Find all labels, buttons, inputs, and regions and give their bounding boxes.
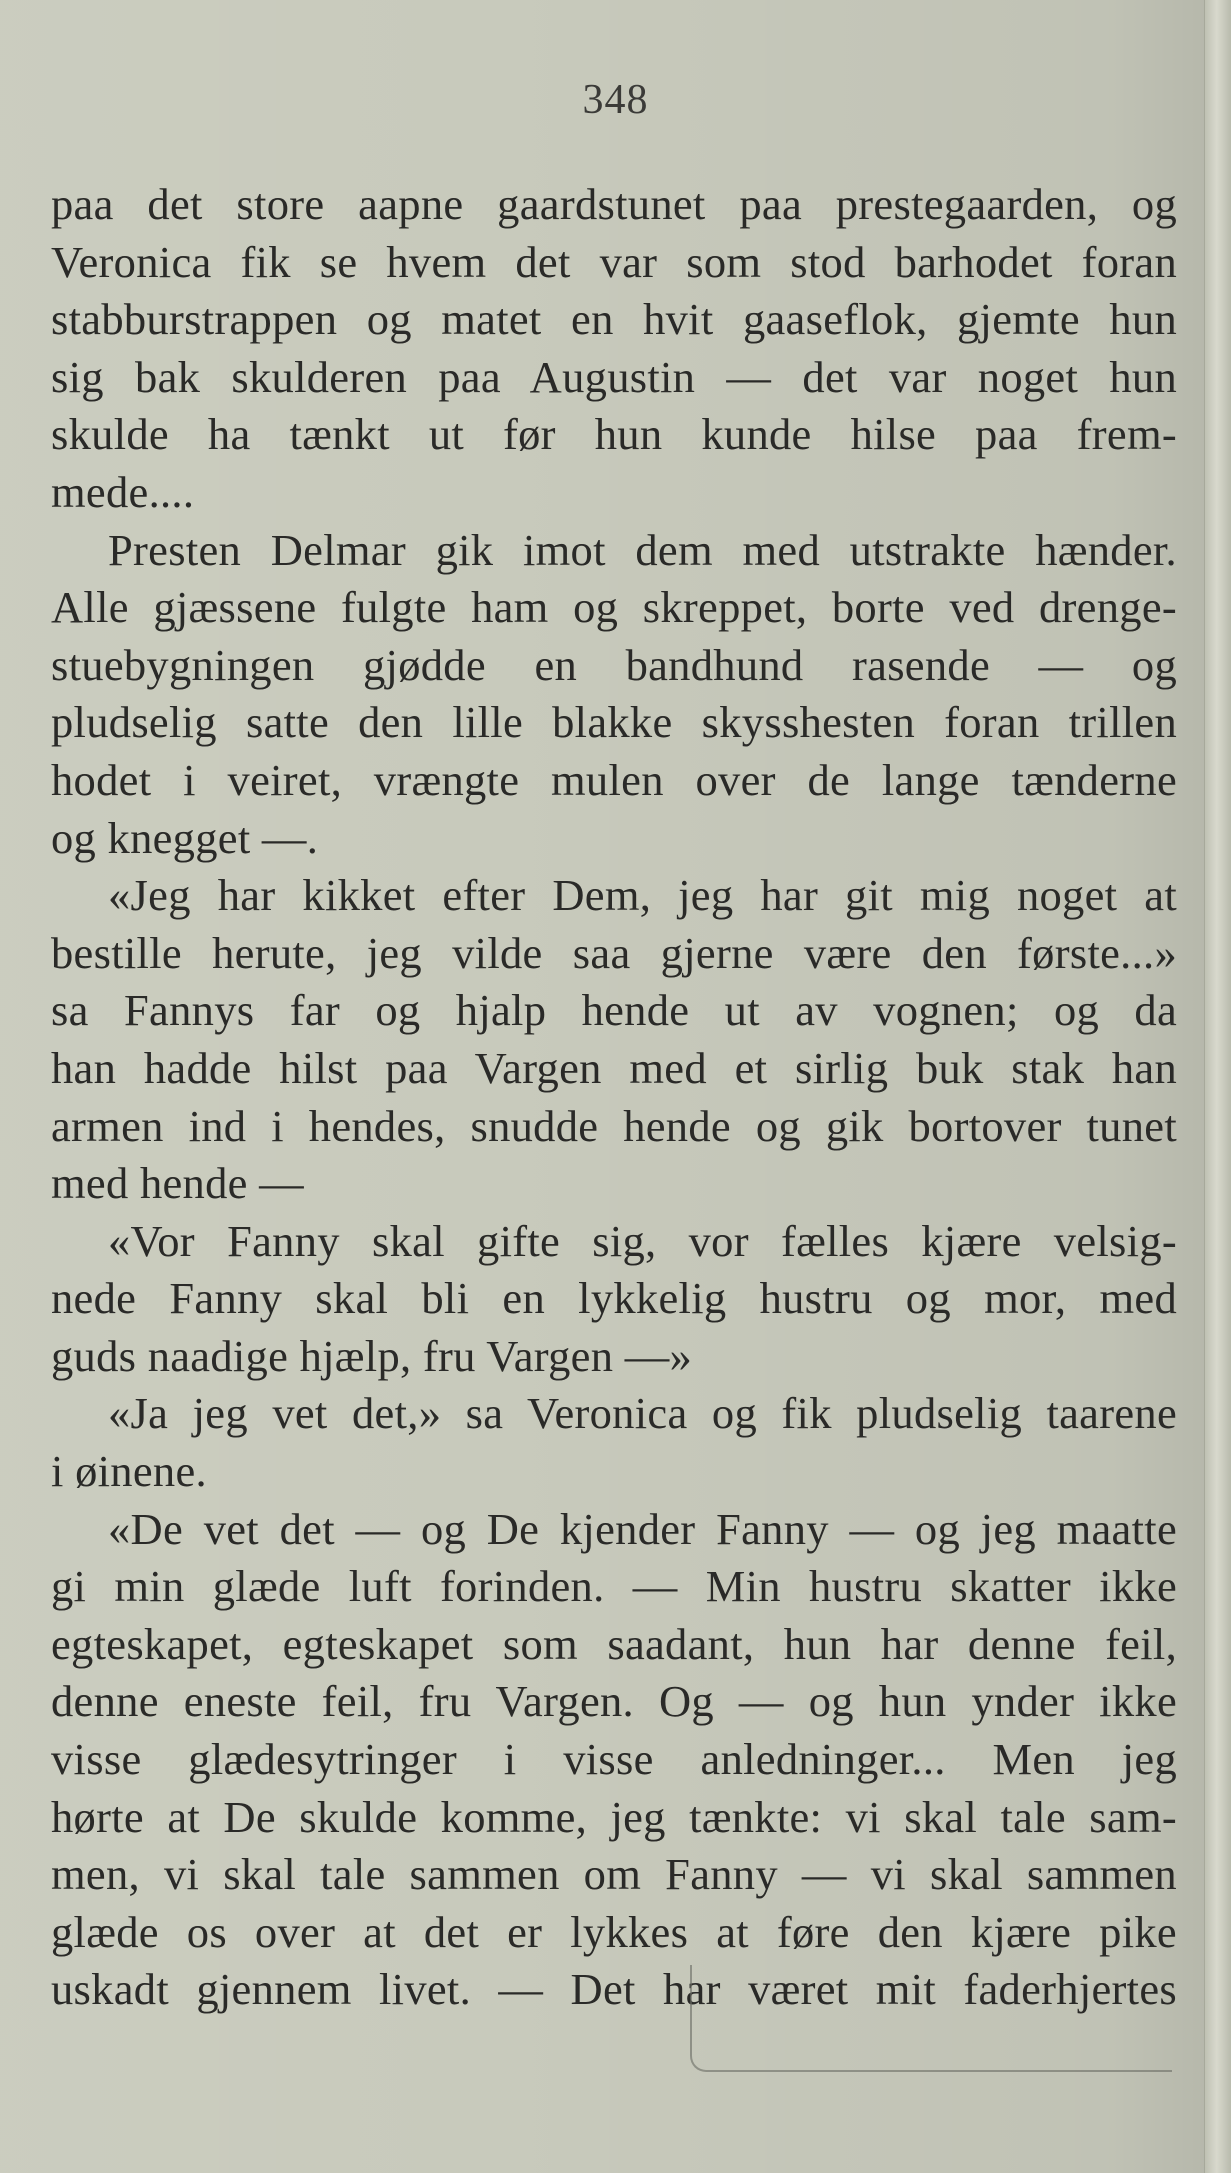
text-line: Veronica fik se hvem det var som stod barhodet foran <box>51 236 1177 287</box>
text-line: Alle gjæssene fulgte ham og skreppet, borte ved drenge- <box>51 582 1177 633</box>
text-line: stabburstrappen og matet en hvit gaaseflok, gjemte hun <box>51 294 1177 345</box>
text-line: i øinene. <box>51 1446 207 1497</box>
text-line: sig bak skulderen paa Augustin — det var noget hun <box>51 351 1177 402</box>
text-line: «Vor Fanny skal gifte sig, vor fælles kjære velsig- <box>108 1215 1177 1266</box>
text-line: nede Fanny skal bli en lykkelig hustru og mor, med <box>51 1273 1177 1324</box>
text-line: pludselig satte den lille blakke skysshesten foran trillen <box>51 697 1177 748</box>
text-line: armen ind i hendes, snudde hende og gik bortover tunet <box>51 1100 1177 1151</box>
text-line: han hadde hilst paa Vargen med et sirlig buk stak han <box>51 1042 1177 1093</box>
page-number: 348 <box>582 77 649 123</box>
text-line: denne eneste feil, fru Vargen. Og — og hun ynder ikke <box>51 1676 1177 1727</box>
library-stamp-mark <box>690 1965 1172 2072</box>
text-line: hodet i veiret, vrængte mulen over de lange tænderne <box>51 754 1177 805</box>
text-line: bestille herute, jeg vilde saa gjerne være den første...» <box>51 927 1177 978</box>
text-line: hørte at De skulde komme, jeg tænkte: vi skal tale sam- <box>51 1791 1177 1842</box>
text-line: «De vet det — og De kjender Fanny — og jeg maatte <box>108 1503 1177 1554</box>
text-line: uskadt gjennem livet. — Det har været mit faderhjertes <box>51 1964 1177 2015</box>
text-line: mede.... <box>51 466 195 517</box>
text-line: egteskapet, egteskapet som saadant, hun har denne feil, <box>51 1618 1177 1669</box>
page-edge <box>1204 0 1231 2173</box>
body-text <box>51 176 1177 2019</box>
text-line: stuebygningen gjødde en bandhund rasende — og <box>51 639 1177 690</box>
text-line: Presten Delmar gik imot dem med utstrakte hænder. <box>108 524 1177 575</box>
text-line: «Jeg har kikket efter Dem, jeg har git mig noget at <box>108 870 1177 921</box>
text-line: skulde ha tænkt ut før hun kunde hilse paa frem- <box>51 409 1177 460</box>
text-line: gi min glæde luft forinden. — Min hustru skatter ikke <box>51 1561 1177 1612</box>
text-line: guds naadige hjælp, fru Vargen —» <box>51 1330 693 1381</box>
text-line: men, vi skal tale sammen om Fanny — vi skal sammen <box>51 1849 1177 1900</box>
text-line: sa Fannys far og hjalp hende ut av vognen; og da <box>51 985 1177 1036</box>
text-line: glæde os over at det er lykkes at føre den kjære pike <box>51 1906 1177 1957</box>
text-line: «Ja jeg vet det,» sa Veronica og fik pludselig taarene <box>108 1388 1177 1439</box>
text-line: med hende — <box>51 1158 304 1209</box>
text-line: paa det store aapne gaardstunet paa prestegaarden, og <box>51 179 1177 229</box>
text-line: visse glædesytringer i visse anledninger... Men jeg <box>51 1734 1177 1785</box>
text-line: og knegget —. <box>51 812 319 863</box>
